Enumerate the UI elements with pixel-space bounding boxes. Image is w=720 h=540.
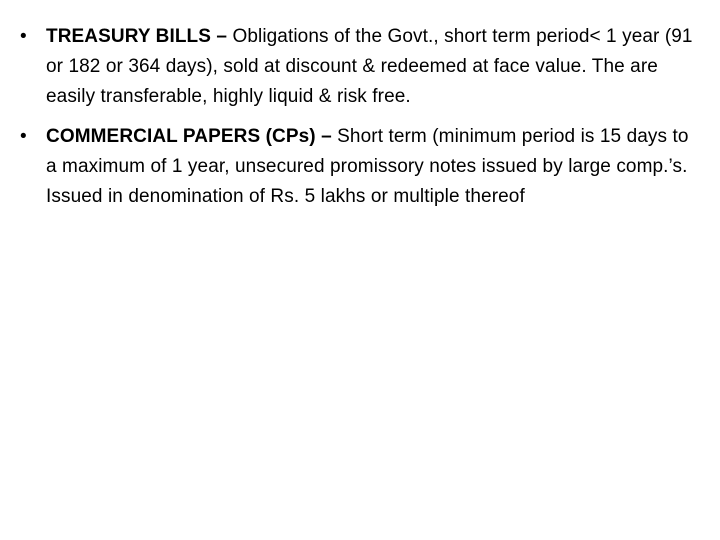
term-commercial-papers: COMMERCIAL PAPERS (CPs) –	[46, 126, 332, 147]
description-treasury-bills: Obligations of the Govt., short term period< 1 year (91 or 182 or 364 days), sold at discount & redeemed at face value. The are easily transferable, highly liquid & risk free.	[46, 26, 693, 107]
bullet-item-treasury-bills	[18, 22, 698, 112]
bullet-marker: •	[20, 26, 27, 47]
bullet-marker: •	[20, 126, 27, 147]
bullet-item-commercial-papers	[18, 122, 698, 212]
description-commercial-papers: Short term (minimum period is 15 days to a maximum of 1 year, unsecured promissory notes issued by large comp.’s. Issued in denomination of Rs. 5 lakhs or multiple thereof	[46, 126, 689, 207]
term-treasury-bills: TREASURY BILLS –	[46, 26, 228, 47]
bullet-list	[18, 22, 698, 212]
